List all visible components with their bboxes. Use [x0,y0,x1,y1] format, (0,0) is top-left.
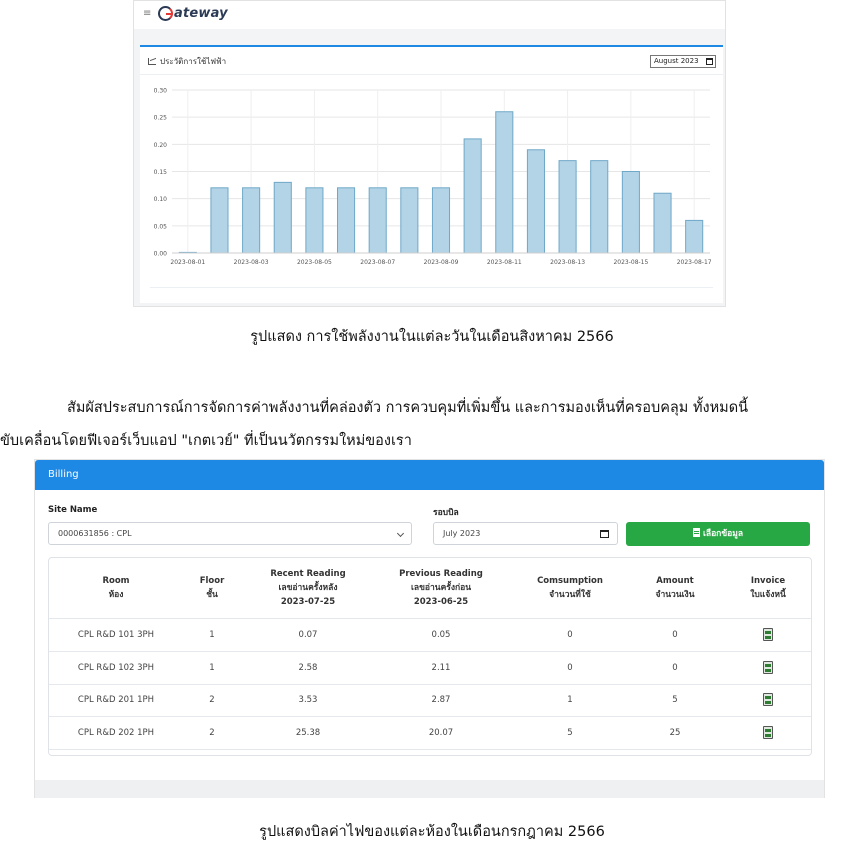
y-tick-label: 0.15 [153,169,167,176]
column-header [708,574,828,602]
invoice-icon[interactable] [763,726,773,739]
y-tick-label: 0.25 [153,114,167,122]
column-header-line: จำนวนที่ใช้ [549,590,591,600]
invoice-icon[interactable] [763,693,773,706]
bar-2023-08-16 [654,193,671,253]
usage-chart-card [140,45,723,303]
invoice-icon[interactable] [763,661,773,674]
column-header-line: จำนวนเงิน [655,590,695,600]
x-tick-label: 2023-08-17 [676,259,712,266]
billing-cycle-value: July 2023 [443,529,481,538]
cell-consumption: 0 [567,630,573,640]
billing-footer [35,780,824,798]
column-header-line: 2023-07-25 [280,597,336,607]
y-tick-label: 0.00 [153,250,167,258]
bar-2023-08-02 [211,188,228,253]
bar-2023-08-17 [686,220,703,253]
cell-previous: 0.05 [431,630,451,640]
site-name-select[interactable] [48,522,412,545]
billing-title: Billing [48,469,79,480]
cell-consumption: 0 [567,662,573,673]
x-tick-label: 2023-08-11 [486,259,522,266]
y-tick-label: 0.20 [153,141,167,149]
gateway-logo-icon [158,6,173,21]
cell-amount: 0 [672,662,678,673]
billing-table [48,557,812,756]
cell-room: CPL R&D 102 3PH [77,662,155,673]
column-header-line: ใบแจ้งหนี้ [750,590,786,600]
app-topbar [134,1,725,29]
table-row [49,619,811,651]
bar-2023-08-04 [274,182,291,253]
bar-2023-08-07 [369,188,386,253]
app-logo-text: ateway [174,6,228,21]
bar-2023-08-14 [591,161,608,253]
paragraph-line-1: สัมผัสประสบการณ์การจัดการค่าพลังงานที่คล่องตัว การควบคุมที่เพิ่มขึ้น และการมองเห็นที่ครอบคลุม ทั้งหมดนี้ [67,400,749,416]
cell-previous: 2.87 [431,695,451,705]
bar-2023-08-12 [527,150,544,253]
bar-2023-08-11 [496,112,513,253]
column-header-line: เลขอ่านครั้งก่อน [410,583,472,593]
x-tick-label: 2023-08-13 [550,259,586,266]
cell-previous: 2.11 [431,662,451,673]
figure-caption-2: รูปแสดงบิลค่าไฟของแต่ละห้องในเดือนกรกฎาคม 2566 [259,824,605,840]
x-tick-label: 2023-08-01 [170,259,206,266]
column-header-line: เลขอ่านครั้งหลัง [278,583,338,593]
invoice-icon[interactable] [763,628,773,641]
cell-room: CPL R&D 201 1PH [77,695,155,705]
column-header-line: Invoice [750,576,786,586]
bar-2023-08-15 [622,172,639,254]
billing-header [35,460,824,490]
y-tick-label: 0.10 [153,196,167,204]
bar-2023-08-10 [464,139,481,253]
cell-amount: 25 [669,727,681,738]
billing-cycle-label: รอบบิล [433,508,459,518]
cell-floor: 2 [209,727,215,738]
document-icon [693,528,700,537]
card-title-text: ประวัติการใช้ไฟฟ้า [160,57,227,66]
bar-2023-08-13 [559,161,576,253]
cell-recent: 2.58 [298,662,318,673]
column-header-line: Recent Reading [270,569,346,579]
table-row [49,717,811,749]
select-data-button[interactable] [626,522,810,546]
billing-cycle-input[interactable] [433,522,618,545]
cell-amount: 0 [672,630,678,640]
cell-recent: 0.07 [298,630,318,640]
x-tick-label: 2023-08-15 [613,259,649,266]
row-divider [49,749,811,750]
billing-body [35,490,824,780]
bar-2023-08-03 [243,188,260,253]
site-name-label: Site Name [48,505,98,515]
cell-consumption: 5 [567,727,573,738]
column-header-line: Amount [656,576,694,586]
chevron-down-icon [397,530,404,537]
cell-floor: 1 [209,630,215,640]
usage-bar-chart [140,47,723,287]
app-logo[interactable] [158,6,228,21]
bar-2023-08-09 [432,188,449,253]
site-name-value: 0000631856 : CPL [58,529,132,538]
column-header [381,567,501,609]
table-row [49,684,811,716]
cell-recent: 25.38 [295,727,321,738]
calendar-icon[interactable] [600,530,609,538]
y-tick-label: 0.05 [153,223,167,231]
x-tick-label: 2023-08-05 [296,259,332,266]
paragraph-line-2: ขับเคลื่อนโดยฟีเจอร์เว็บแอป "เกตเวย์" ที่เป็นนวัตกรรมใหม่ของเรา [0,433,412,449]
column-header-line: Previous Reading [399,569,483,579]
dashboard-screenshot [133,0,726,307]
column-header-line: ชั้น [206,590,218,600]
column-header-line: 2023-06-25 [413,597,469,607]
column-header [510,574,630,602]
bar-2023-08-05 [306,188,323,253]
column-header [248,567,368,609]
x-tick-label: 2023-08-07 [360,259,396,266]
y-tick-label: 0.30 [153,87,167,95]
cell-floor: 1 [209,662,215,673]
figure-caption-1: รูปแสดง การใช้พลังงานในแต่ละวันในเดือนสิงหาคม 2566 [250,329,614,345]
hamburger-menu-icon[interactable]: ≡ [143,8,152,19]
billing-screenshot [34,459,825,798]
cell-previous: 20.07 [428,727,454,738]
cell-recent: 3.53 [298,695,318,705]
column-header-line: Room [102,576,130,586]
cell-floor: 2 [209,695,215,705]
cell-consumption: 1 [567,695,573,705]
cell-room: CPL R&D 101 3PH [77,630,155,640]
card-footer-divider [150,287,713,288]
table-row [49,652,811,684]
column-header-line: Floor [199,576,225,586]
bar-2023-08-08 [401,188,418,253]
x-tick-label: 2023-08-03 [233,259,269,266]
select-data-label: เลือกข้อมูล [702,529,744,539]
month-picker-value: August 2023 [654,57,699,65]
x-tick-label: 2023-08-09 [423,259,459,266]
column-header-line: Comsumption [537,576,603,586]
bar-2023-08-06 [338,188,355,253]
column-header-line: ห้อง [108,590,124,600]
cell-room: CPL R&D 202 1PH [77,727,155,738]
cell-amount: 5 [672,695,678,705]
